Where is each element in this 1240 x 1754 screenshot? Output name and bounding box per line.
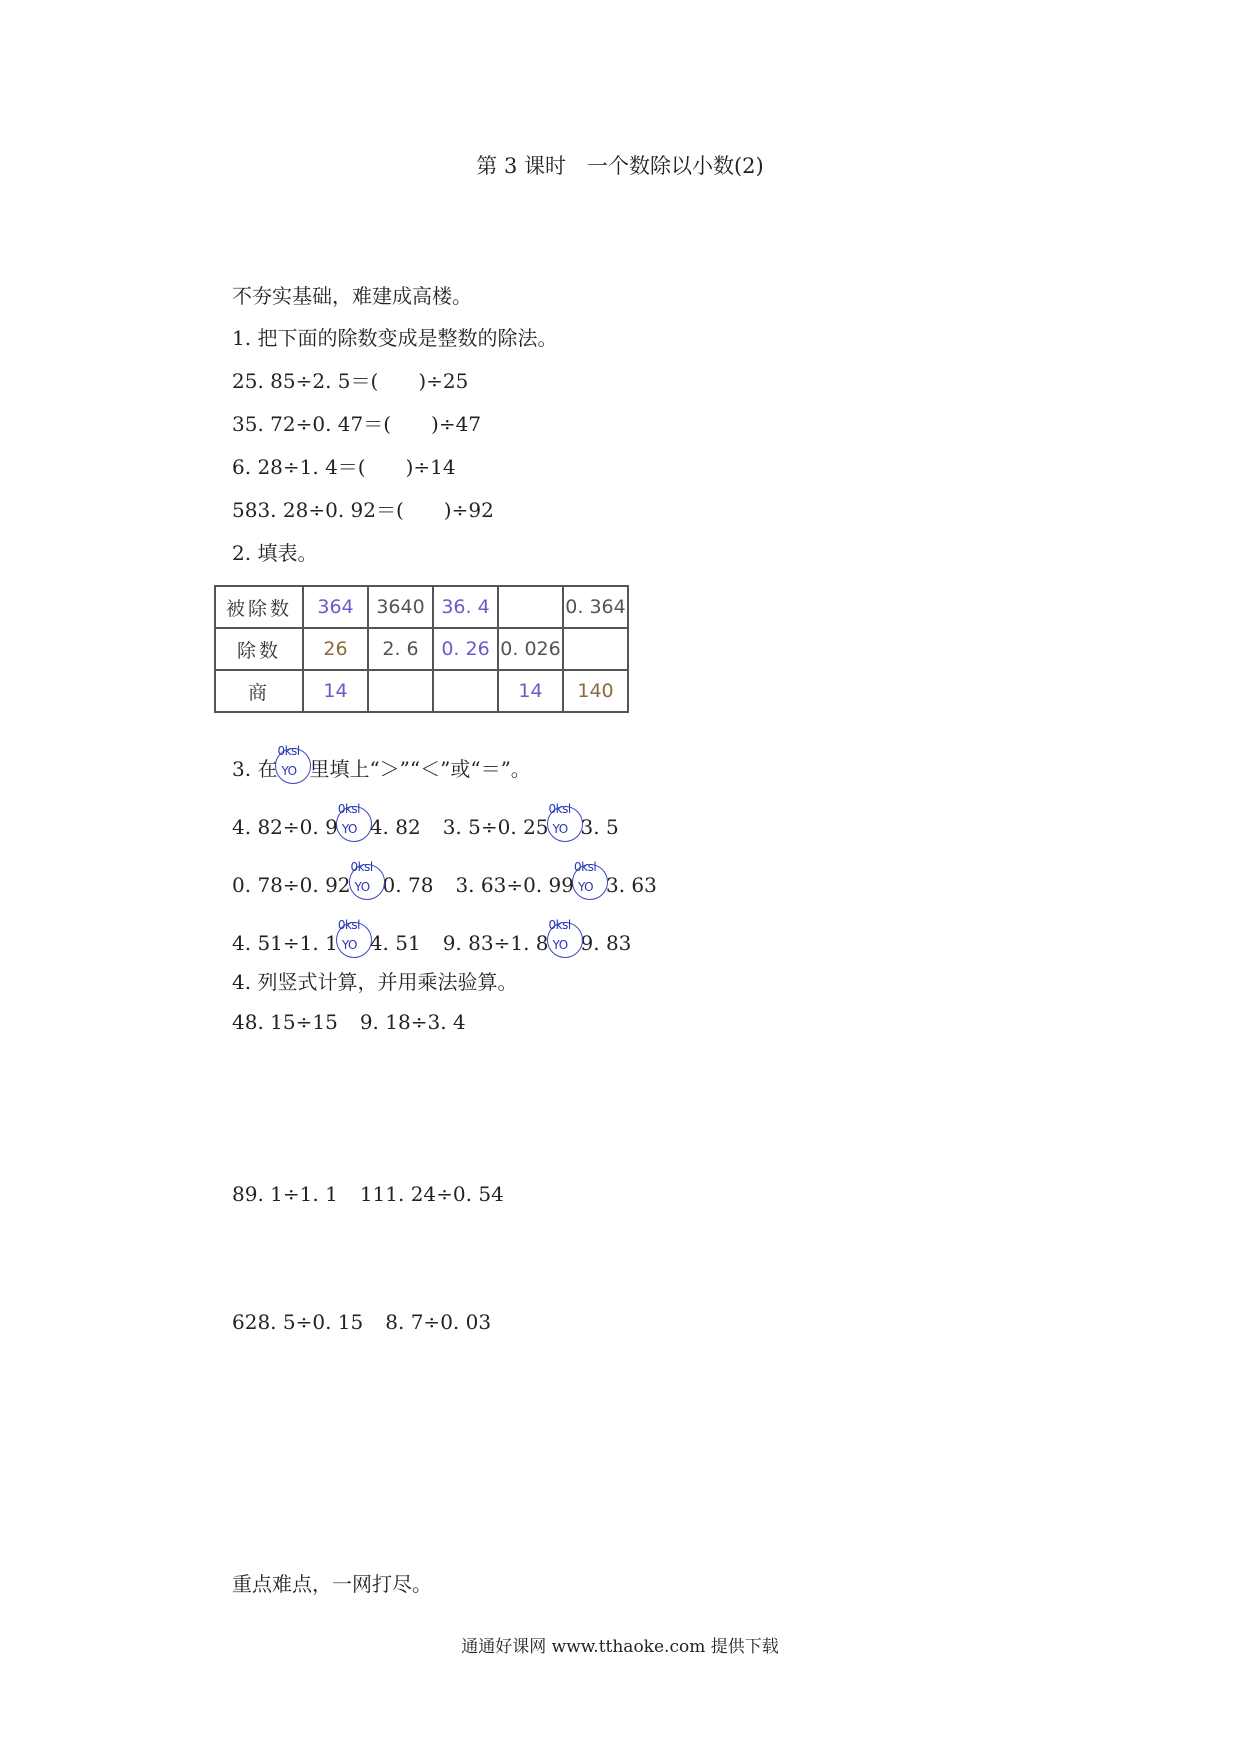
compare-right: 3. 63 xyxy=(605,873,657,897)
compare-left: 3. 63÷0. 99 xyxy=(455,873,574,897)
answer-circle-icon[interactable] xyxy=(336,918,372,958)
table-cell: 14 xyxy=(498,670,563,712)
calc-problem: 89. 1÷1. 1 xyxy=(232,1182,338,1206)
table-cell: 14 xyxy=(303,670,368,712)
section-heading-basics: 不夯实基础，难建成高楼。 xyxy=(232,284,472,308)
compare-right: 3. 5 xyxy=(580,815,619,839)
answer-circle-icon[interactable] xyxy=(547,802,583,842)
circle-text-bottom: YO xyxy=(552,822,568,836)
compare-right: 4. 51 xyxy=(369,931,421,955)
row-label: 除数 xyxy=(215,628,303,670)
answer-circle-icon[interactable] xyxy=(336,802,372,842)
calc-row xyxy=(232,1310,491,1334)
compare-left: 3. 5÷0. 25 xyxy=(442,815,549,839)
question-1-heading: 1. 把下面的除数变成是整数的除法。 xyxy=(232,326,558,350)
page-title: 第 3 课时 一个数除以小数(2) xyxy=(476,154,764,178)
calc-problem: 9. 18÷3. 4 xyxy=(359,1010,466,1034)
table-cell: 364 xyxy=(303,586,368,628)
row-label: 商 xyxy=(215,670,303,712)
calc-problem: 628. 5÷0. 15 xyxy=(232,1310,364,1334)
question-3-heading-post: 里填上“＞”“＜”或“＝”。 xyxy=(309,757,531,781)
question-3-heading xyxy=(232,744,531,784)
compare-left: 0. 78÷0. 92 xyxy=(232,873,351,897)
table-cell: 0. 26 xyxy=(433,628,498,670)
question-1-item: 583. 28÷0. 92＝( )÷92 xyxy=(232,498,494,522)
answer-circle-icon xyxy=(275,744,311,784)
table-cell-blank xyxy=(563,628,628,670)
page-footer: 通通好课网 www.tthaoke.com 提供下载 xyxy=(461,1637,779,1657)
circle-text-top: 0ksl xyxy=(548,918,571,932)
answer-circle-icon[interactable] xyxy=(349,860,385,900)
compare-right: 0. 78 xyxy=(382,873,434,897)
circle-text-top: 0ksl xyxy=(548,802,571,816)
table-cell: 0. 364 xyxy=(563,586,628,628)
compare-row xyxy=(232,918,632,958)
table-row xyxy=(215,586,628,628)
section-heading-key-points: 重点难点，一网打尽。 xyxy=(232,1572,432,1596)
answer-circle-icon[interactable] xyxy=(572,860,608,900)
compare-row xyxy=(232,802,619,842)
circle-text-top: 0ksl xyxy=(573,860,597,874)
question-1-item: 25. 85÷2. 5＝( )÷25 xyxy=(232,369,469,393)
calc-problem: 8. 7÷0. 03 xyxy=(385,1310,492,1334)
compare-right: 9. 83 xyxy=(580,931,632,955)
row-label: 被除数 xyxy=(215,586,303,628)
table-row xyxy=(215,628,628,670)
compare-left: 4. 82÷0. 9 xyxy=(232,815,338,839)
circle-text-bottom: YO xyxy=(341,938,357,952)
table-cell-blank xyxy=(498,586,563,628)
circle-text-top: 0ksl xyxy=(350,860,373,874)
question-2-heading: 2. 填表。 xyxy=(232,541,318,565)
calc-problem: 111. 24÷0. 54 xyxy=(359,1182,504,1206)
circle-text-top: 0ksl xyxy=(337,918,360,932)
calc-row xyxy=(232,1182,504,1206)
circle-text-top: 0ksl xyxy=(337,802,360,816)
table-cell-blank xyxy=(368,670,433,712)
compare-left: 9. 83÷1. 8 xyxy=(442,931,549,955)
table-cell: 26 xyxy=(303,628,368,670)
circle-text-bottom: YO xyxy=(552,938,568,952)
question-3-heading-pre: 3. 在 xyxy=(232,757,278,781)
question-4-heading: 4. 列竖式计算，并用乘法验算。 xyxy=(232,970,518,994)
calc-row xyxy=(232,1010,466,1034)
calc-problem: 48. 15÷15 xyxy=(232,1010,338,1034)
circle-text-bottom: YO xyxy=(354,880,370,894)
table-cell-blank xyxy=(433,670,498,712)
circle-text-bottom: YO xyxy=(281,764,297,778)
table-cell: 0. 026 xyxy=(498,628,563,670)
compare-row xyxy=(232,860,657,900)
division-table xyxy=(214,585,629,713)
compare-left: 4. 51÷1. 1 xyxy=(232,931,338,955)
compare-right: 4. 82 xyxy=(369,815,421,839)
circle-text-bottom: YO xyxy=(577,880,594,894)
table-cell: 3640 xyxy=(368,586,433,628)
table-cell: 2. 6 xyxy=(368,628,433,670)
table-cell: 36. 4 xyxy=(433,586,498,628)
question-1-item: 35. 72÷0. 47＝( )÷47 xyxy=(232,412,482,436)
answer-circle-icon[interactable] xyxy=(547,918,583,958)
table-cell: 140 xyxy=(563,670,628,712)
circle-text-bottom: YO xyxy=(341,822,357,836)
question-1-item: 6. 28÷1. 4＝( )÷14 xyxy=(232,455,456,479)
circle-text-top: 0ksl xyxy=(277,744,300,758)
table-row xyxy=(215,670,628,712)
